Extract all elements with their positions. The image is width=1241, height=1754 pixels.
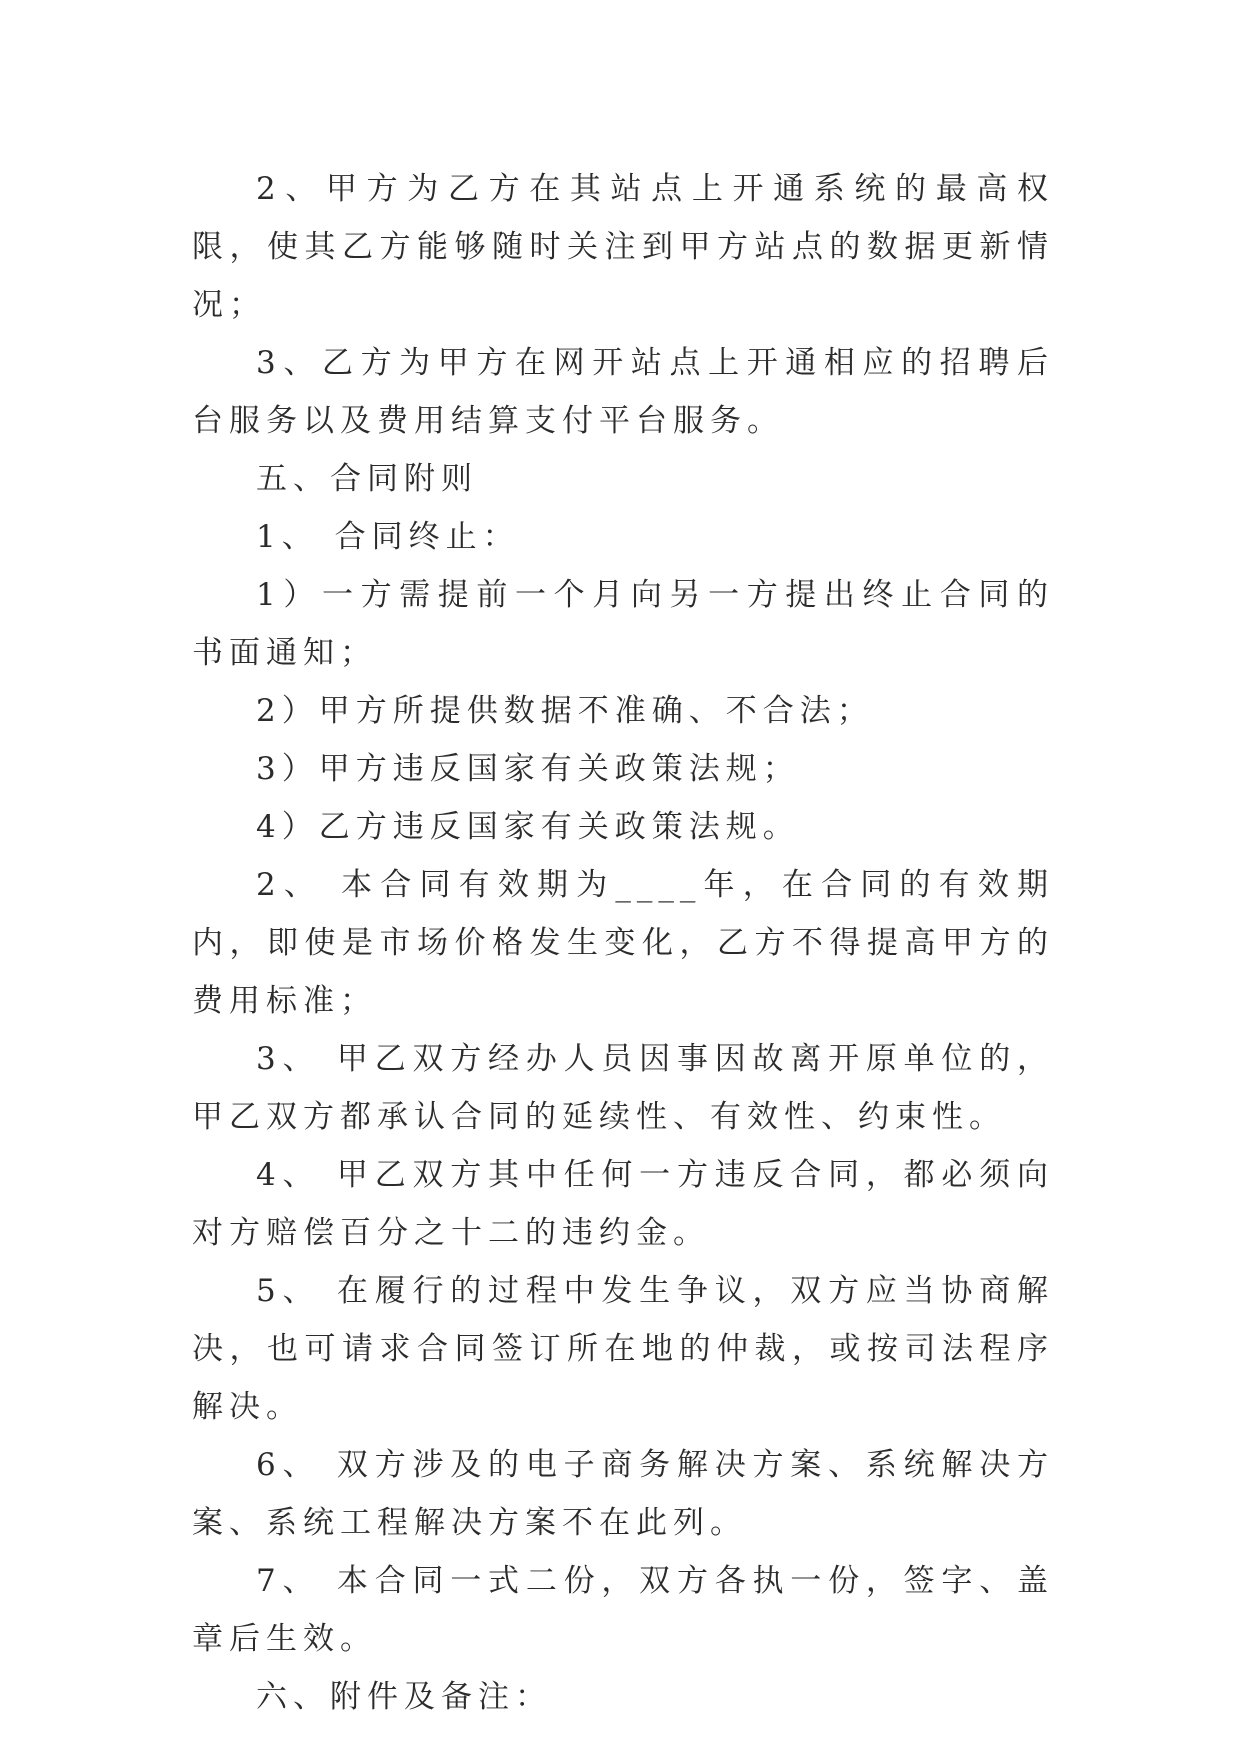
termination-item-1: 1）一方需提前一个月向另一方提出终止合同的书面通知； <box>192 577 1054 671</box>
clause-3-recruitment-services: 3、乙方为甲方在网开站点上开通相应的招聘后台服务以及费用结算支付平台服务。 <box>192 345 1054 439</box>
clause-6-exclusions: 6、 双方涉及的电子商务解决方案、系统解决方案、系统工程解决方案不在此列。 <box>192 1447 1054 1541</box>
termination-item-4: 4）乙方违反国家有关政策法规。 <box>256 809 800 845</box>
clause-4-penalty: 4、 甲乙双方其中任何一方违反合同，都必须向对方赔偿百分之十二的违约金。 <box>192 1157 1054 1251</box>
termination-item-2: 2）甲方所提供数据不准确、不合法； <box>256 693 874 729</box>
clause-1-termination: 1、 合同终止： <box>256 519 520 555</box>
termination-item-3: 3）甲方违反国家有关政策法规； <box>256 751 800 787</box>
section-heading-appendix-rules: 五、合同附则 <box>256 461 478 497</box>
clause-5-dispute-resolution: 5、 在履行的过程中发生争议，双方应当协商解决，也可请求合同签订所在地的仲裁，或按司法程序解决。 <box>192 1273 1054 1425</box>
section-heading-attachments: 六、附件及备注： <box>256 1679 552 1715</box>
clause-7-copies: 7、 本合同一式二份，双方各执一份，签字、盖章后生效。 <box>192 1563 1054 1657</box>
clause-2-admin-access: 2、甲方为乙方在其站点上开通系统的最高权限，使其乙方能够随时关注到甲方站点的数据更新情况； <box>192 171 1054 323</box>
document-body <box>192 160 1054 1726</box>
clause-3-continuity: 3、 甲乙双方经办人员因事因故离开原单位的，甲乙双方都承认合同的延续性、有效性、约束性。 <box>192 1041 1054 1135</box>
clause-2-validity-period: 2、 本合同有效期为____年，在合同的有效期内，即使是市场价格发生变化，乙方不得提高甲方的费用标准； <box>192 867 1054 1019</box>
